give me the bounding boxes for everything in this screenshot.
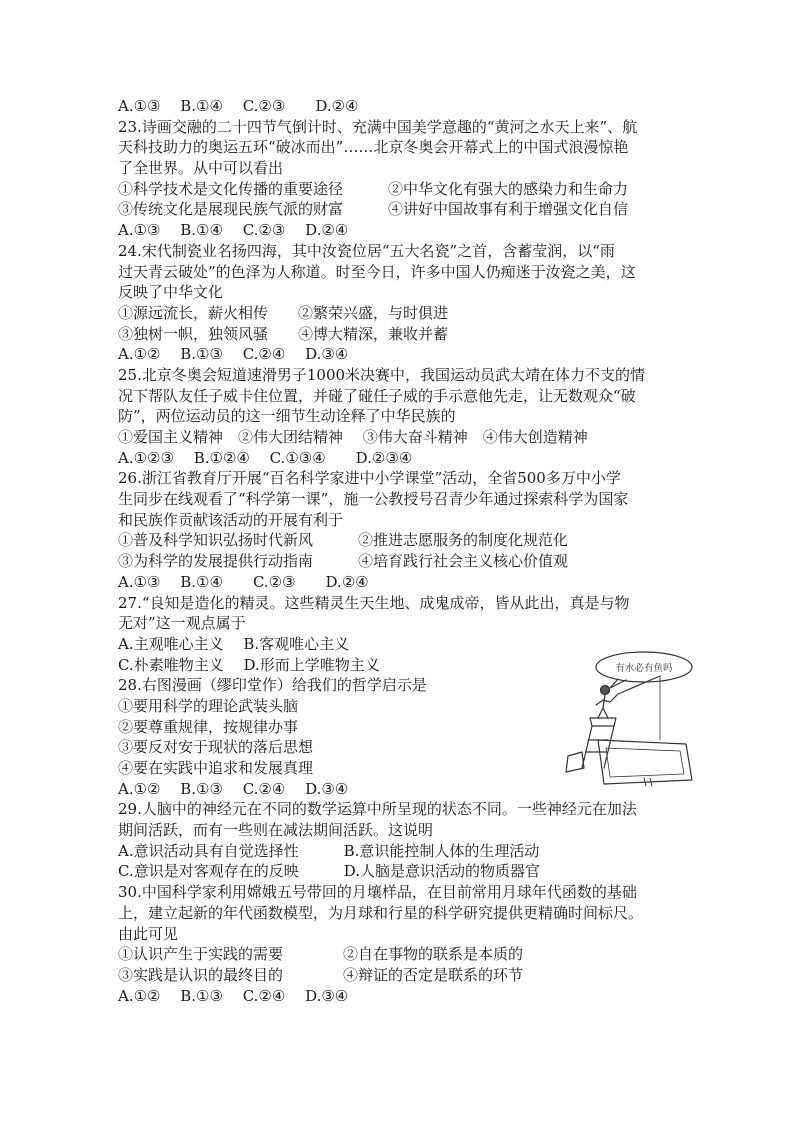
question-25-line-2: 况下帮队友任子威卡住位置，并碰了碰任子威的手示意他先走，让无数观众“破	[118, 386, 636, 405]
question-26-line-1: 26.浙江省教育厅开展“百名科学家进中小学课堂”活动，全省500多万中小学	[118, 469, 621, 488]
question-28-line-1: 28.右图漫画（缪印堂作）给我们的哲学启示是	[118, 676, 427, 695]
fisherman-body	[596, 694, 618, 718]
question-30-line-1: 30.中国科学家利用嫦娥五号带回的月壤样品，在目前常用月球年代函数的基础	[118, 883, 637, 902]
fisherman-head	[601, 686, 610, 695]
question-23-line-3: 了全世界。从中可以看出	[118, 159, 284, 178]
empty-pond	[598, 740, 692, 784]
question-25-line-3: 防”，两位运动员的这一细节生动诠释了中华民族的	[118, 407, 456, 426]
question-30-options-2: ③实践是认识的最终目的 ④辩证的否定是联系的环节	[118, 965, 524, 984]
question-27-choices-1: A.主观唯心主义 B.客观唯心主义	[118, 634, 350, 653]
question-28-option-2: ②要尊重规律，按规律办事	[118, 717, 299, 736]
question-28-option-1: ①要用科学的理论武装头脑	[118, 696, 299, 715]
pond-inner	[606, 748, 684, 777]
question-23-options-2: ③传统文化是展现民族气派的财富 ④讲好中国故事有利于增强文化自信	[118, 200, 629, 219]
speech-bubble-text: 有水必有鱼吗	[615, 663, 673, 674]
question-23-choices: A.①③ B.①④ C.②③ D.②④	[118, 221, 349, 240]
exam-page	[118, 96, 698, 1006]
question-24-line-1: 24.宋代制瓷业名扬四海，其中汝瓷位居“五大名瓷”之首，含蓄莹润，以“雨	[118, 241, 615, 260]
cartoon-illustration	[548, 648, 696, 796]
question-24-line-3: 反映了中华文化	[118, 283, 224, 302]
question-26-line-2: 生同步在线观看了“科学第一课”，施一公教授号召青少年通过探索科学为国家	[118, 490, 629, 509]
question-25-options: ①爱国主义精神 ②伟大团结精神 ③伟大奋斗精神 ④伟大创造精神	[118, 428, 588, 446]
tower-stair	[566, 752, 584, 772]
question-29-line-2: 期间活跃，而有一些则在减法期间活跃。这说明	[118, 821, 434, 840]
question-29-line-1: 29.人脑中的神经元在不同的数学运算中所呈现的状态不同。一些神经元在加法	[118, 800, 637, 819]
question-28-option-3: ③要反对安于现状的落后思想	[118, 738, 314, 757]
question-23-line-1: 23.诗画交融的二十四节气倒计时、充满中国美学意趣的“黄河之水天上来”、航	[118, 117, 638, 136]
question-24-options-2: ③独树一帜，独领风骚 ④博大精深，兼收并蓄	[118, 324, 449, 343]
question-23-options-1: ①科学技术是文化传播的重要途径 ②中华文化有强大的感染力和生命力	[118, 179, 629, 198]
question-30-line-2: 上，建立起新的年代函数模型，为月球和行星的科学研究提供更精确时间标尺。	[118, 903, 644, 922]
question-24-choices: A.①② B.①③ C.②④ D.③④	[118, 345, 349, 364]
question-27-line-1: 27.“良知是造化的精灵。这些精灵生天生地、成鬼成帝，皆从此出，真是与物	[118, 593, 630, 612]
fishing-cartoon-drawing	[548, 648, 696, 796]
question-25-line-1: 25.北京冬奥会短道速滑男子1000米决赛中，我国运动员武大靖在体力不支的情	[118, 365, 646, 384]
question-24-options-1: ①源远流长，薪火相传 ②繁荣兴盛，与时俱进	[118, 303, 449, 322]
question-27-line-2: 无对”这一观点属于	[118, 614, 246, 633]
question-30-options-1: ①认识产生于实践的需要 ②自在事物的联系是本质的	[118, 945, 524, 964]
question-25-choices: A.①②③ B.①②④ C.①③④ D.②③④	[118, 448, 413, 467]
question-26-choices: A.①③ B.①④ C.②③ D.②④	[118, 572, 369, 591]
question-24-line-2: 过天青云破处”的色泽为人称道。时至今日，许多中国人仍痴迷于汝瓷之美，这	[118, 262, 636, 281]
question-26-options-2: ③为科学的发展提供行动指南 ④培育践行社会主义核心价值观	[118, 552, 569, 571]
question-28-choices: A.①② B.①③ C.②④ D.③④	[118, 779, 349, 798]
text-line-1: A.①③ B.①④ C.②③ D.②④	[118, 97, 359, 115]
question-30-choices: A.①② B.①③ C.②④ D.③④	[118, 986, 349, 1005]
question-27-choices-2: C.朴素唯物主义 D.形而上学唯物主义	[118, 655, 380, 674]
question-29-choices-1: A.意识活动具有自觉选择性 B.意识能控制人体的生理活动	[118, 841, 540, 860]
question-26-options-1: ①普及科学知识弘扬时代新风 ②推进志愿服务的制度化规范化	[118, 531, 569, 550]
question-28-option-4: ④要在实践中追求和发展真理	[118, 759, 314, 777]
question-23-line-2: 天科技助力的奥运五环“破冰而出”……北京冬奥会开幕式上的中国式浪漫惊艳	[118, 138, 629, 157]
question-29-choices-2: C.意识是对客观存在的反映 D.人脑是意识活动的物质器官	[118, 862, 540, 881]
question-30-line-3: 由此可见	[118, 924, 179, 943]
question-26-line-3: 和民族作贡献该活动的开展有利于	[118, 510, 344, 529]
